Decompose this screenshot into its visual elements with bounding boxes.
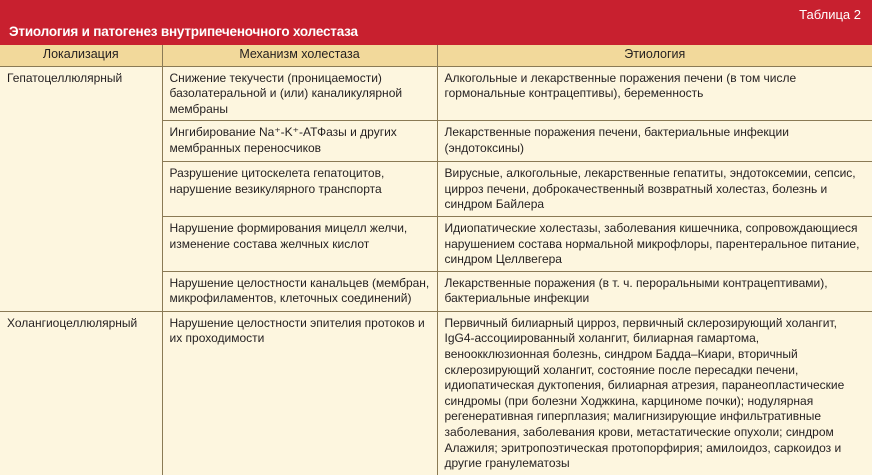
column-header-mechanism: Механизм холестаза xyxy=(162,45,437,66)
etiology-cell: Лекарственные поражения (в т. ч. пероральными контрацептивами), бактериальные инфекции xyxy=(437,271,872,311)
table-number-label: Таблица 2 xyxy=(799,7,861,22)
table-title: Этиология и патогенез внутрипеченочного холестаза xyxy=(9,24,358,39)
mechanism-cell: Нарушение целостности канальцев (мембран, микрофиламентов, клеточных соединений) xyxy=(162,271,437,311)
etiology-cell: Лекарственные поражения печени, бактериальные инфекции (эндотоксины) xyxy=(437,121,872,162)
etiology-cell: Вирусные, алкогольные, лекарственные гепатиты, эндотоксемии, сепсис, цирроз печени, доброкачественный возвратный холестаз, болезнь и синдром Байлера xyxy=(437,162,872,217)
mechanism-cell: Снижение текучести (проницаемости) базолатеральной и (или) каналикулярной мембраны xyxy=(162,66,437,121)
etiology-cell: Алкогольные и лекарственные поражения печени (в том числе гормональные контрацептивы), беременность xyxy=(437,66,872,121)
localization-cell-hepatocellular: Гепатоцеллюлярный xyxy=(0,66,162,311)
mechanism-cell: Нарушение формирования мицелл желчи, изменение состава желчных кислот xyxy=(162,217,437,272)
table-row xyxy=(0,66,872,121)
mechanism-cell: Ингибирование Na⁺-K⁺-АТФазы и других мембранных переносчиков xyxy=(162,121,437,162)
mechanism-cell: Разрушение цитоскелета гепатоцитов, нарушение везикулярного транспорта xyxy=(162,162,437,217)
etiology-cell: Первичный билиарный цирроз, первичный склерозирующий холангит, IgG4-ассоциированный холангит, билиарная гамартома, веноокклюзионная болезнь, синдром Бадда–Киари, вторичный склерозирующий холангит, состояние после пересадки печени, идиопатическая дуктопения, билиарная атрезия, паранеопластические синдромы (при болезни Ходжкина, карциноме почки); нодулярная регенеративная гиперплазия; малигнизирующие инфильтративные заболевания, заболевания крови, метастатические опухоли; синдром Алажиля; эритропоэтическая протопорфирия; амилоидоз, саркоидоз и другие гранулематозы xyxy=(437,311,872,474)
table-row xyxy=(0,311,872,474)
table-header-bar xyxy=(0,0,872,45)
localization-cell-cholangiocellular: Холангиоцеллюлярный xyxy=(0,311,162,474)
etiology-cell: Идиопатические холестазы, заболевания кишечника, сопровождающиеся нарушением состава нормальной микрофлоры, парентеральное питание, синдром Целлвегера xyxy=(437,217,872,272)
column-header-row xyxy=(0,45,872,66)
etiology-table xyxy=(0,45,872,475)
column-header-localization: Локализация xyxy=(0,45,162,66)
mechanism-cell: Нарушение целостности эпителия протоков и их проходимости xyxy=(162,311,437,474)
column-header-etiology: Этиология xyxy=(437,45,872,66)
